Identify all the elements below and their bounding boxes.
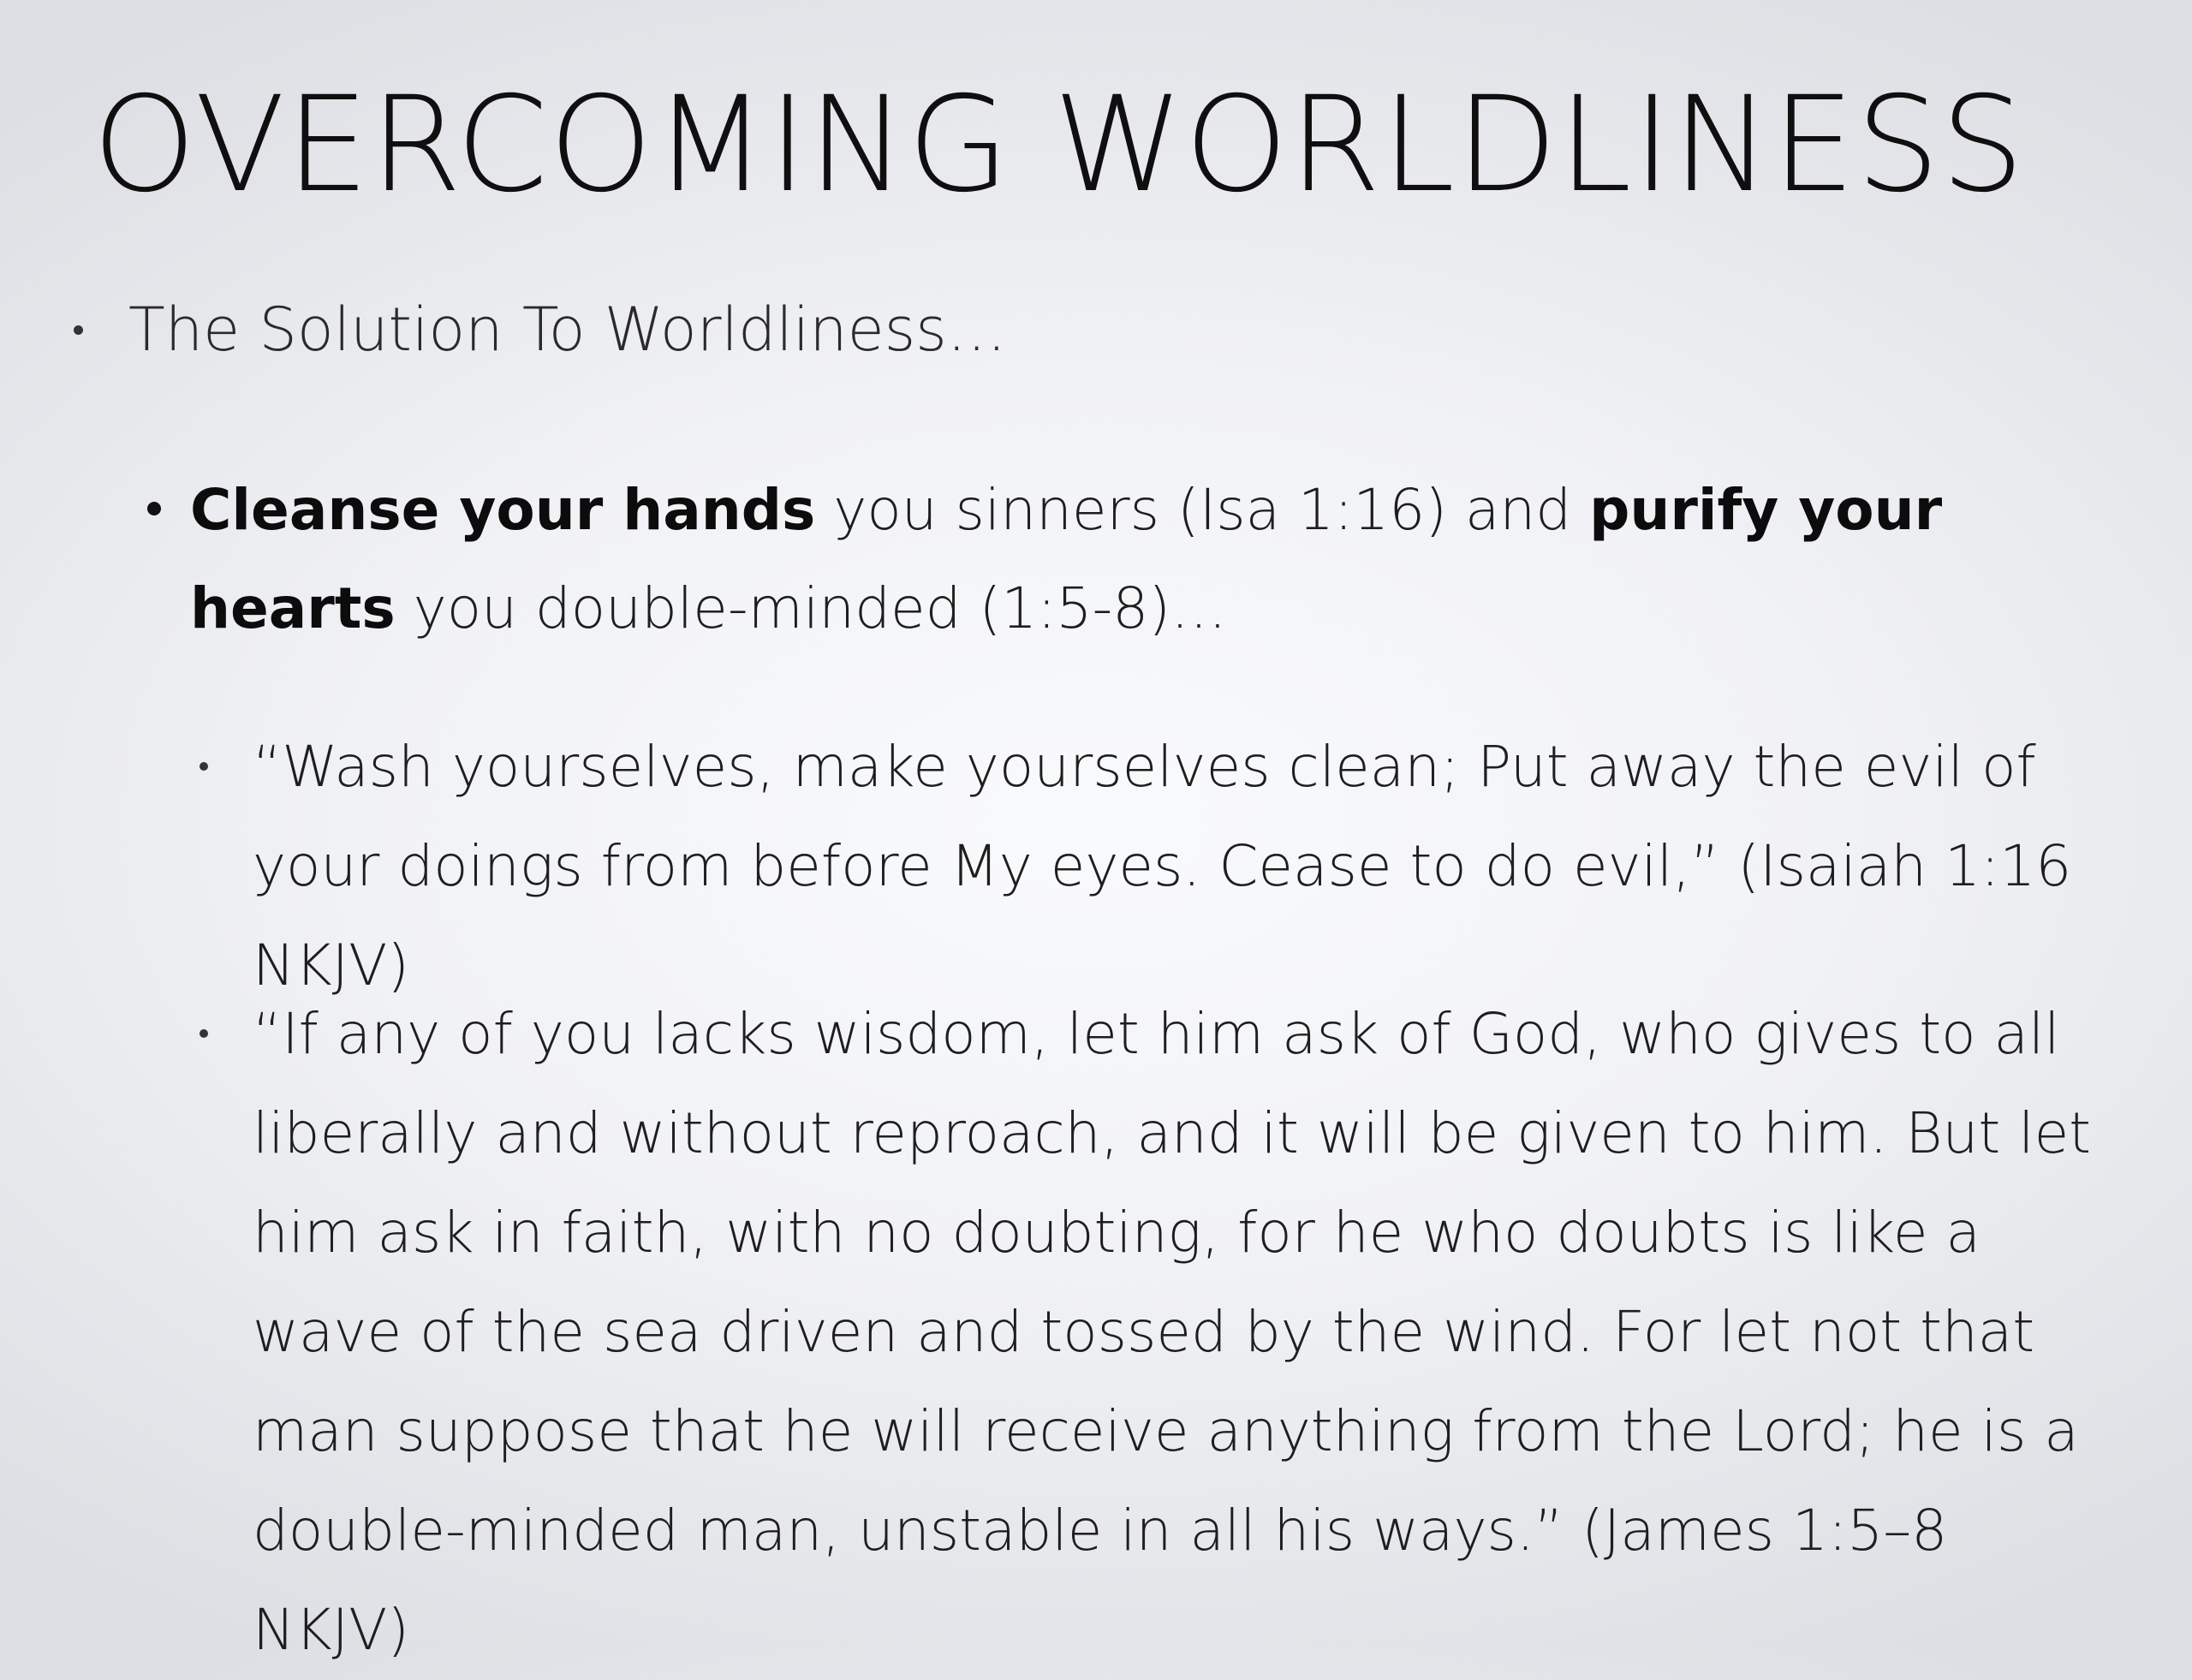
text-segment: you double-minded (1:5-8)… [395,575,1228,641]
quote-text: “Wash yourselves, make yourselves clean; Put away the evil of your doings from before My eyes. Cease to do evil,” (Isaiah 1:16 NKJV) [253,734,2072,998]
quote-text: “If any of you lacks wisdom, let him ask of God, who gives to all liberally and without reproach, and it will be given to him. But let him ask in faith, with no doubting, for he who doubts is like a wave of the sea driven and tossed by the wind. For let not that man suppose that he will receive anything from the Lord; he is a double-minded man, unstable in all his ways.” (James 1:5–8 NKJV) [253,1001,2092,1663]
bullet-level3-james-quote [253,985,2119,1680]
bullet-level3-isaiah-quote [253,718,2119,1016]
bold-phrase-cleanse: Cleanse your hands [190,477,816,543]
slide-title: OVERCOMING WORLDLINESS [92,69,2026,222]
bullet-text: The Solution To Worldliness… [128,295,1007,365]
text-segment: you sinners (Isa 1:16) and [815,477,1590,543]
bullet-dot [200,1029,208,1038]
bullet-dot [147,502,161,515]
bullet-level2-cleanse [190,461,2108,658]
bullet-dot [74,325,83,335]
bold-phrase-purify: purify your hearts [190,477,1943,641]
bullet-dot [200,762,208,771]
bullet-level1-solution [128,291,2098,368]
